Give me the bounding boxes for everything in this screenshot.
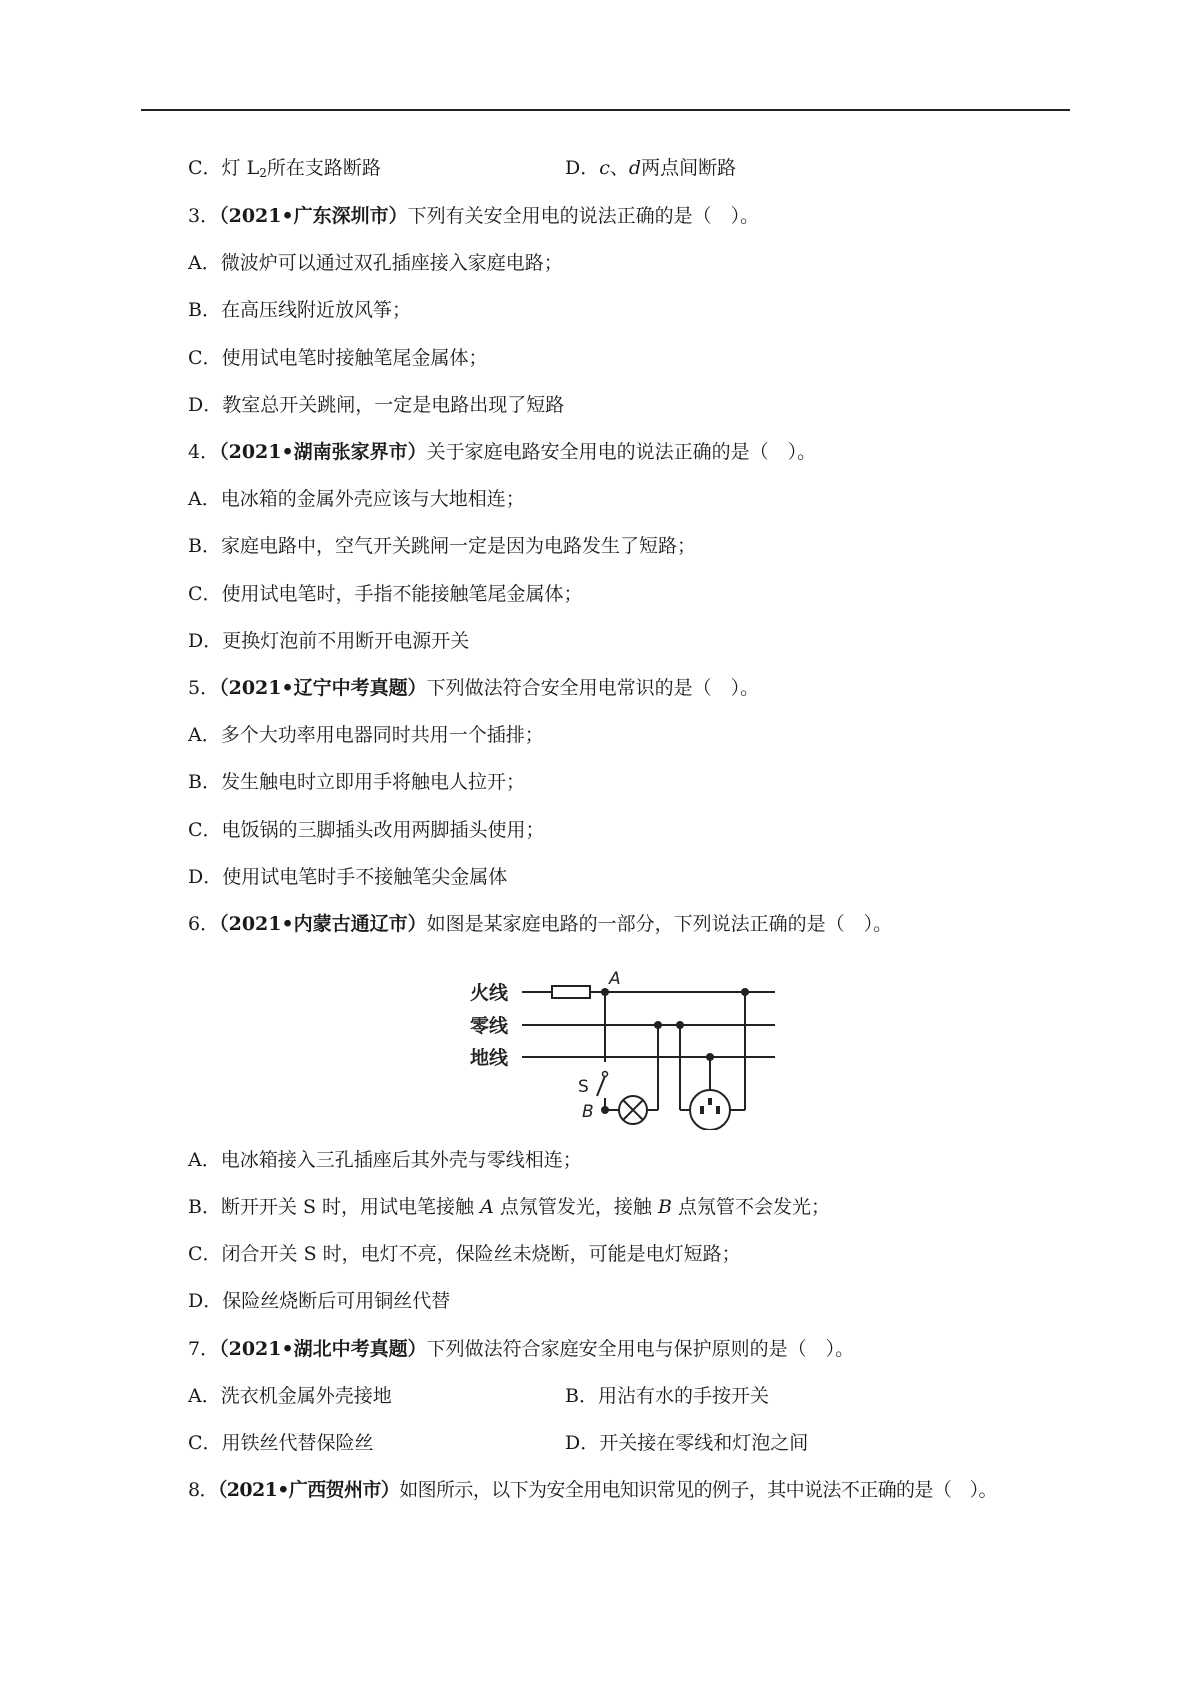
fuse [552, 986, 590, 998]
q6-option-a: A．电冰箱接入三孔插座后其外壳与零线相连； [188, 1149, 582, 1171]
switch [597, 1076, 605, 1096]
q7-option-a: A．洗衣机金属外壳接地 [188, 1385, 392, 1407]
q7-option-c: C．用铁丝代替保险丝 [188, 1432, 374, 1454]
question-8: 8．（2021•广西贺州市）如图所示，以下为安全用电知识常见的例子，其中说法不正确的是（ ）。 [188, 1479, 997, 1501]
q6-option-c: C．闭合开关 S 时，电灯不亮，保险丝未烧断，可能是电灯短路； [188, 1243, 741, 1265]
q5-option-a: A．多个大功率用电器同时共用一个插排； [188, 724, 544, 746]
prev-option-d: D．c、d两点间断路 [565, 157, 737, 179]
q3-option-d: D．教室总开关跳闸，一定是电路出现了短路 [188, 394, 565, 416]
live-wire-label: 火线 [470, 982, 509, 1004]
prev-option-c: C．灯 $L_2$所在支路断路 [188, 157, 381, 180]
q3-option-c: C．使用试电笔时接触笔尾金属体； [188, 347, 488, 369]
q4-option-c: C．使用试电笔时，手指不能接触笔尾金属体； [188, 583, 583, 605]
q3-option-a: A．微波炉可以通过双孔插座接入家庭电路； [188, 252, 563, 274]
q4-option-b: B．家庭电路中，空气开关跳闸一定是因为电路发生了短路； [188, 535, 696, 557]
q6-option-b: B．断开开关 S 时，用试电笔接触 A 点氖管发光，接触 B 点氖管不会发光； [188, 1196, 830, 1218]
q3-option-b: B．在高压线附近放风筝； [188, 299, 411, 321]
q4-option-a: A．电冰箱的金属外壳应该与大地相连； [188, 488, 525, 510]
point-b-label: B [582, 1102, 594, 1122]
household-circuit-diagram [470, 960, 780, 1130]
ground-wire-label: 地线 [470, 1047, 509, 1069]
q4-option-d: D．更换灯泡前不用断开电源开关 [188, 630, 470, 652]
question-5: 5．（2021•辽宁中考真题）下列做法符合安全用电常识的是（ ）。 [188, 677, 760, 699]
neutral-wire-label: 零线 [470, 1015, 509, 1037]
q5-option-c: C．电饭锅的三脚插头改用两脚插头使用； [188, 819, 545, 841]
question-7: 7．（2021•湖北中考真题）下列做法符合家庭安全用电与保护原则的是（ ）。 [188, 1338, 855, 1360]
q5-option-d: D．使用试电笔时手不接触笔尖金属体 [188, 866, 508, 888]
header-rule [141, 109, 1070, 111]
three-pin-socket [690, 1090, 730, 1130]
q7-option-d: D．开关接在零线和灯泡之间 [565, 1432, 809, 1454]
point-a-label: A [609, 969, 621, 989]
q5-option-b: B．发生触电时立即用手将触电人拉开； [188, 771, 525, 793]
q7-option-b: B．用沾有水的手按开关 [565, 1385, 769, 1407]
question-3: 3．（2021•广东深圳市）下列有关安全用电的说法正确的是（ ）。 [188, 205, 760, 227]
switch-label: S [578, 1077, 589, 1097]
q6-option-d: D．保险丝烧断后可用铜丝代替 [188, 1290, 451, 1312]
question-4: 4．（2021•湖南张家界市）关于家庭电路安全用电的说法正确的是（ ）。 [188, 441, 817, 463]
question-6: 6．（2021•内蒙古通辽市）如图是某家庭电路的一部分，下列说法正确的是（ ）。 [188, 913, 893, 935]
